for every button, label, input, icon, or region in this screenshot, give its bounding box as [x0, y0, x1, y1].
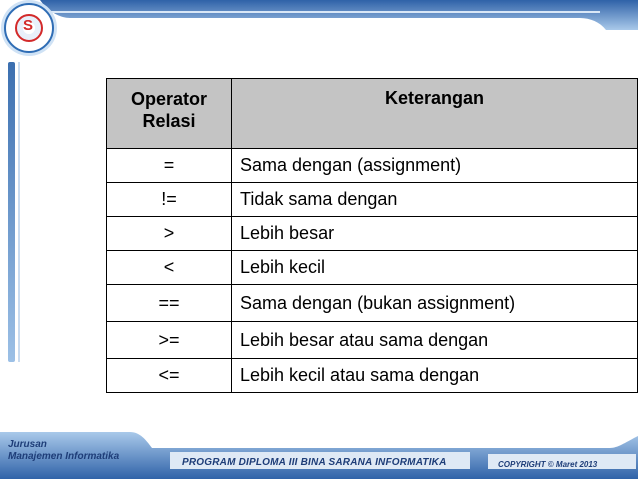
table-header-row [107, 79, 638, 149]
operator-cell: == [107, 285, 232, 322]
bsi-logo [4, 3, 54, 53]
description-cell: Sama dengan (bukan assignment) [232, 285, 638, 322]
department-line2: Manajemen Informatika [8, 451, 120, 462]
left-decorative-line [18, 62, 20, 362]
description-cell: Lebih kecil [232, 251, 638, 285]
logo-s-icon: S [22, 17, 33, 34]
description-cell: Tidak sama dengan [232, 183, 638, 217]
operator-cell: = [107, 149, 232, 183]
operator-cell: >= [107, 322, 232, 359]
top-decorative-band [0, 0, 638, 30]
operator-cell: < [107, 251, 232, 285]
program-label: PROGRAM DIPLOMA III BINA SARANA INFORMATIKA [182, 457, 447, 468]
department-label [8, 439, 119, 463]
table-row [107, 322, 638, 359]
department-line1: Jurusan [8, 439, 47, 450]
description-cell: Lebih besar [232, 217, 638, 251]
table-row [107, 217, 638, 251]
table-row [107, 251, 638, 285]
relational-operator-table [106, 78, 638, 393]
description-cell: Sama dengan (assignment) [232, 149, 638, 183]
description-cell: Lebih besar atau sama dengan [232, 322, 638, 359]
table-row [107, 149, 638, 183]
header-keterangan: Keterangan [232, 79, 638, 149]
description-cell: Lebih kecil atau sama dengan [232, 359, 638, 393]
operator-cell: > [107, 217, 232, 251]
operator-cell: != [107, 183, 232, 217]
table-row [107, 359, 638, 393]
header-operator: Operator Relasi [107, 79, 232, 149]
table-row [107, 183, 638, 217]
operator-cell: <= [107, 359, 232, 393]
left-decorative-bar [8, 62, 15, 362]
table-row [107, 285, 638, 322]
copyright-label: COPYRIGHT © Maret 2013 [498, 460, 598, 469]
